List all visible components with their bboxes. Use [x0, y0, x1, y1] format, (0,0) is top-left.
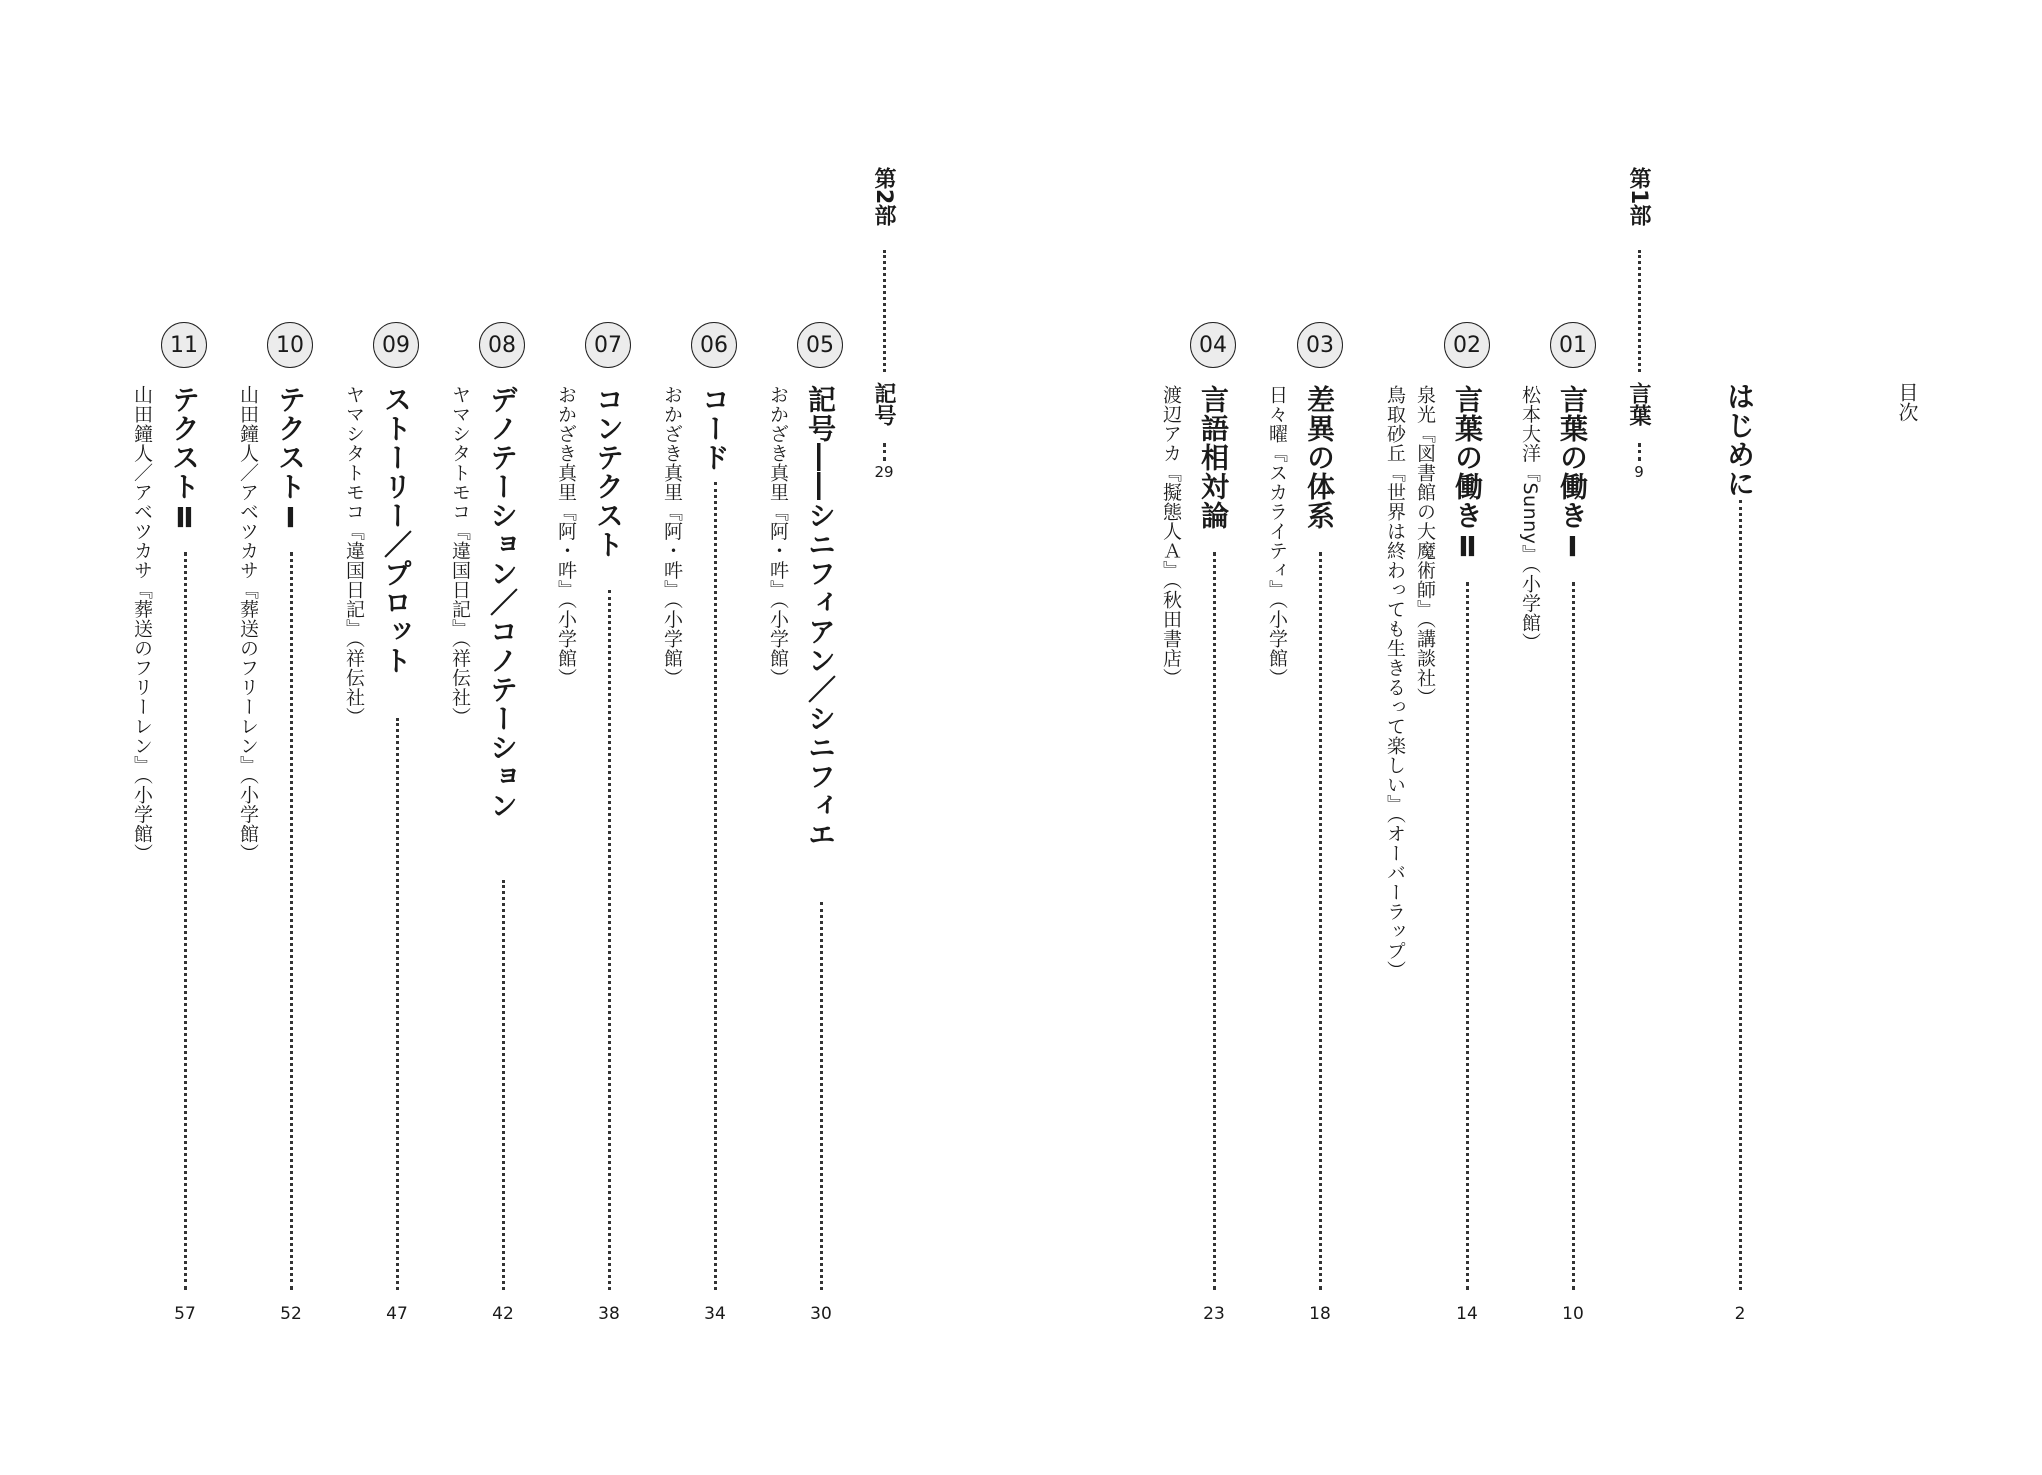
- chapter-title: ストーリー／プロット: [380, 385, 413, 675]
- page-number: 52: [280, 1304, 302, 1324]
- leader-dots: [1319, 552, 1322, 1290]
- chapter-title: 言葉の働きⅡ: [1451, 385, 1484, 564]
- part-label: 第2部: [871, 167, 896, 227]
- leader-dots: [820, 902, 823, 1290]
- page-title: 目次: [1895, 382, 1919, 422]
- page-number: 10: [1562, 1304, 1584, 1324]
- chapter-title: デノテーション／コノテーション: [486, 385, 519, 820]
- leader-dots: [502, 880, 505, 1290]
- chapter-number-badge: 09: [373, 322, 419, 368]
- chapter-number-badge: 03: [1297, 322, 1343, 368]
- chapter-credit: 山田鐘人／アベツカサ『葬送のフリーレン』（小学館）: [237, 385, 259, 863]
- chapter-credit: 松本大洋『Sunny』（小学館）: [1519, 385, 1541, 652]
- leader-dots: [1638, 250, 1641, 372]
- chapter-number-badge: 06: [691, 322, 737, 368]
- page-number: 57: [174, 1304, 196, 1324]
- chapter-number-badge: 04: [1190, 322, 1236, 368]
- leader-dots: [290, 552, 293, 1290]
- chapter-number-badge: 11: [161, 322, 207, 368]
- chapter-credit: 日々曜『スカライティ』（小学館）: [1266, 385, 1288, 688]
- chapter-credit: おかざき真里『阿・吽』（小学館）: [555, 385, 577, 688]
- leader-dots: [1466, 582, 1469, 1290]
- page-number: 47: [386, 1304, 408, 1324]
- leader-dots: [1638, 443, 1641, 461]
- leader-dots: [1739, 500, 1742, 1290]
- chapter-number-badge: 08: [479, 322, 525, 368]
- page-number: 30: [810, 1304, 832, 1324]
- leader-dots: [714, 482, 717, 1290]
- chapter-title: 言語相対論: [1197, 385, 1230, 530]
- leader-dots: [883, 443, 886, 461]
- chapter-title: コード: [698, 385, 731, 472]
- chapter-title: テクストⅡ: [168, 385, 201, 535]
- chapter-number-badge: 05: [797, 322, 843, 368]
- chapter-credit: ヤマシタトモコ『違国日記』（祥伝社）: [343, 385, 365, 727]
- chapter-title: 記号――シニフィアン／シニフィエ: [804, 385, 837, 849]
- page-number: 42: [492, 1304, 514, 1324]
- page-number: 38: [598, 1304, 620, 1324]
- page-number: 23: [1203, 1304, 1225, 1324]
- leader-dots: [883, 250, 886, 372]
- part-page-number: 29: [874, 463, 894, 481]
- leader-dots: [608, 590, 611, 1290]
- introduction-title: はじめに: [1723, 382, 1756, 498]
- page-number: 14: [1456, 1304, 1478, 1324]
- chapter-credit: 山田鐘人／アベツカサ『葬送のフリーレン』（小学館）: [131, 385, 153, 863]
- part-title: 記号: [871, 382, 896, 426]
- page-number: 34: [704, 1304, 726, 1324]
- chapter-number-badge: 01: [1550, 322, 1596, 368]
- part-title: 言葉: [1626, 382, 1651, 426]
- page-number: 18: [1309, 1304, 1331, 1324]
- chapter-number-badge: 07: [585, 322, 631, 368]
- chapter-title: 差異の体系: [1303, 385, 1336, 530]
- chapter-title: 言葉の働きⅠ: [1556, 385, 1589, 564]
- leader-dots: [1213, 552, 1216, 1290]
- chapter-title: コンテクスト: [592, 385, 625, 559]
- part-label: 第1部: [1626, 167, 1651, 227]
- chapter-number-badge: 02: [1444, 322, 1490, 368]
- page-number: 2: [1734, 1304, 1746, 1324]
- leader-dots: [1572, 582, 1575, 1290]
- chapter-credit: ヤマシタトモコ『違国日記』（祥伝社）: [449, 385, 471, 727]
- chapter-credit: おかざき真里『阿・吽』（小学館）: [767, 385, 789, 688]
- leader-dots: [184, 552, 187, 1290]
- chapter-credit-secondary: 鳥取砂丘『世界は終わっても生きるって楽しい』（オーバーラップ）: [1384, 385, 1406, 980]
- chapter-number-badge: 10: [267, 322, 313, 368]
- chapter-credit: 泉光『図書館の大魔術師』（講談社）: [1414, 385, 1436, 707]
- chapter-title: テクストⅠ: [274, 385, 307, 535]
- leader-dots: [396, 718, 399, 1290]
- part-page-number: 9: [1634, 463, 1644, 481]
- chapter-credit: 渡辺アカ『擬態人Ａ』（秋田書店）: [1160, 385, 1182, 688]
- chapter-credit: おかざき真里『阿・吽』（小学館）: [661, 385, 683, 688]
